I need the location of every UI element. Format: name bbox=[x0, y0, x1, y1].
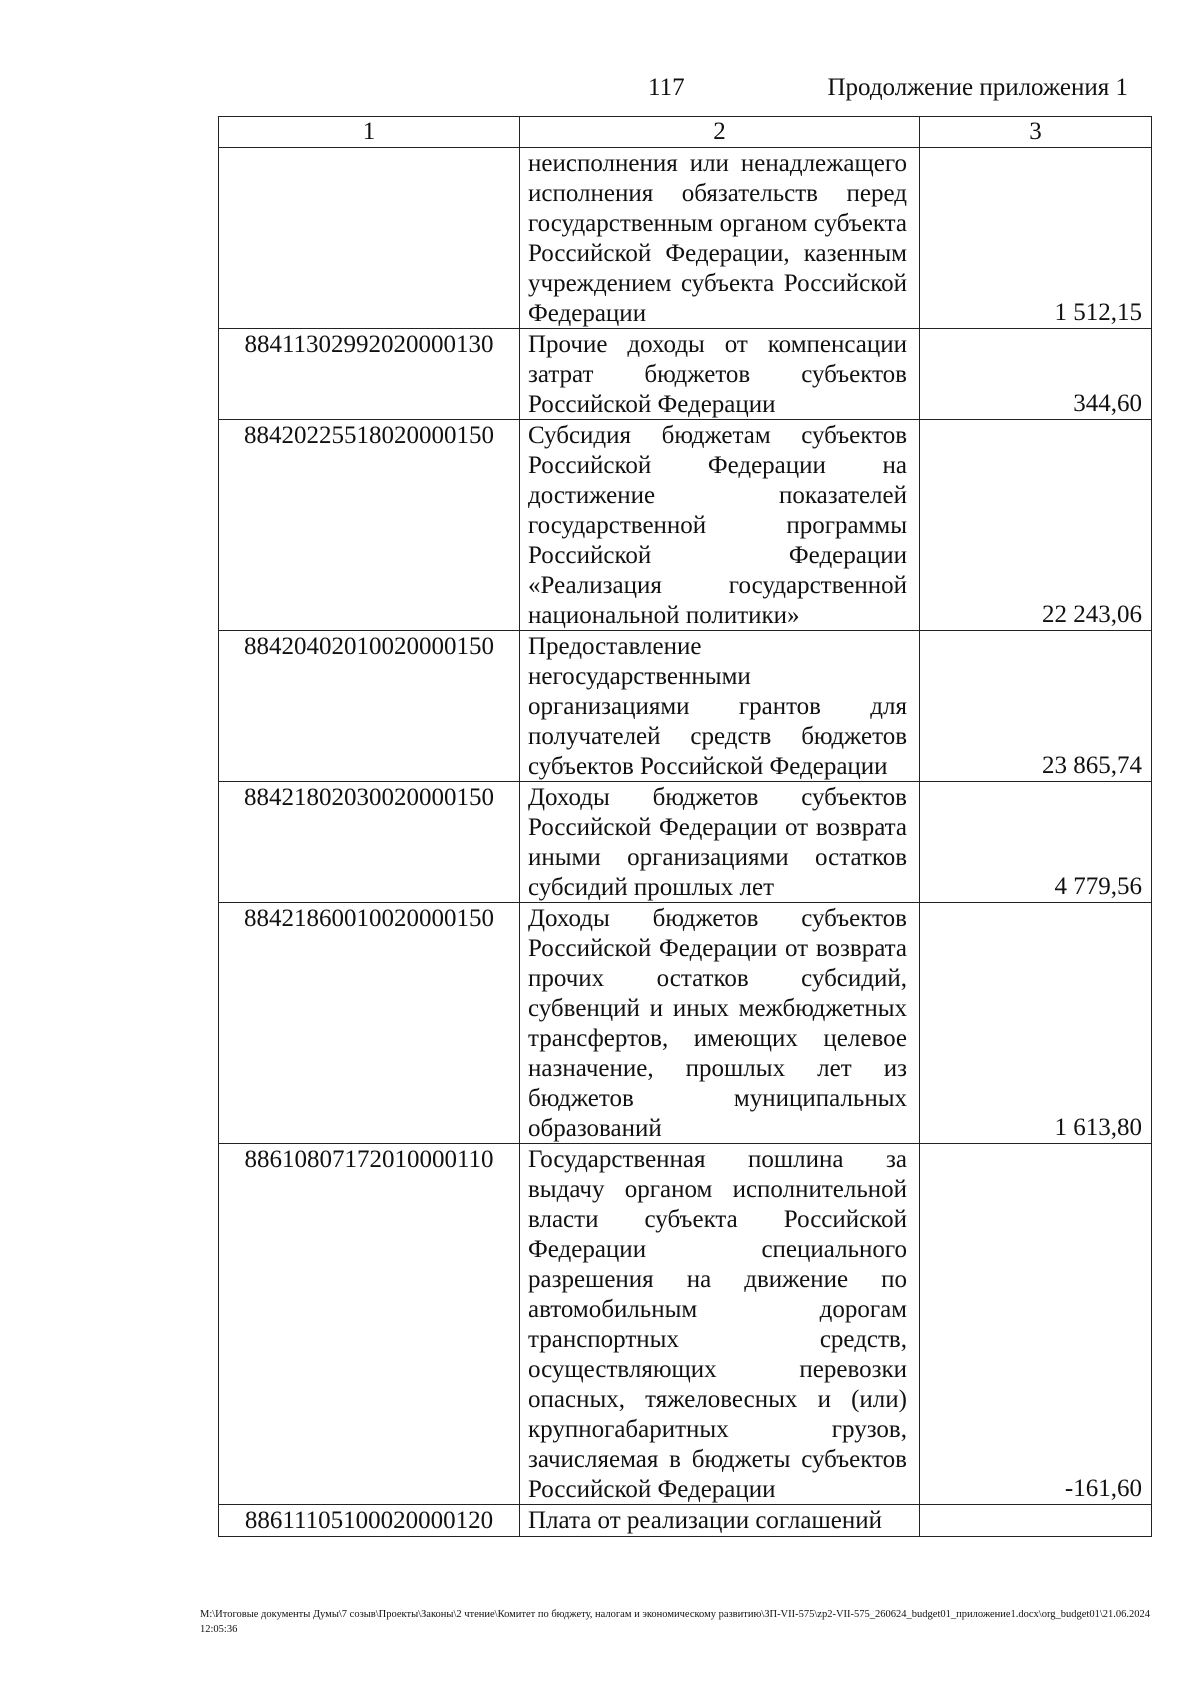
table-row bbox=[219, 148, 1152, 329]
revenue-name bbox=[520, 903, 920, 1144]
revenue-name bbox=[520, 1505, 920, 1537]
column-number-3: 3 bbox=[920, 117, 1152, 148]
revenue-name bbox=[520, 1144, 920, 1505]
table-row bbox=[219, 903, 1152, 1144]
column-number-row bbox=[219, 117, 1152, 148]
amount bbox=[920, 1505, 1152, 1537]
table-row bbox=[219, 782, 1152, 903]
budget-code: 88420402010020000150 bbox=[219, 631, 520, 782]
table-row bbox=[219, 1144, 1152, 1505]
revenue-name-text: Плата от реализации соглашений bbox=[528, 1507, 882, 1534]
budget-code: 88611105100020000120 bbox=[219, 1505, 520, 1537]
amount: -161,60 bbox=[920, 1144, 1152, 1505]
revenue-name bbox=[520, 148, 920, 329]
revenue-name bbox=[520, 782, 920, 903]
revenue-name-text: Субсидия бюджетам субъектов Российской Федерации на достижение показателей государственной программы Российской Федерации «Реализация государственной национальной политики» bbox=[528, 422, 907, 629]
budget-code bbox=[219, 148, 520, 329]
amount: 22 243,06 bbox=[920, 420, 1152, 631]
budget-table bbox=[218, 116, 1152, 1537]
revenue-name-text: Доходы бюджетов субъектов Российской Федерации от возврата прочих остатков субсидий, субвенций и иных межбюджетных трансфертов, имеющих целевое назначение, прошлых лет из бюджетов муниципальных образований bbox=[528, 905, 907, 1142]
budget-code: 88411302992020000130 bbox=[219, 329, 520, 420]
revenue-name bbox=[520, 329, 920, 420]
amount: 23 865,74 bbox=[920, 631, 1152, 782]
revenue-name-text: Доходы бюджетов субъектов Российской Федерации от возврата иными организациями остатков субсидий прошлых лет bbox=[528, 784, 907, 901]
table-row bbox=[219, 329, 1152, 420]
column-number-1: 1 bbox=[219, 117, 520, 148]
budget-code: 88420225518020000150 bbox=[219, 420, 520, 631]
table-row bbox=[219, 1505, 1152, 1537]
revenue-name-text: Государственная пошлина за выдачу органом исполнительной власти субъекта Российской Федерации специального разрешения на движение по автомобильным дорогам транспортных средств, осуществляющих перевозки опасных, тяжеловесных и (или) крупногабаритных грузов, зачисляемая в бюджеты субъектов Российской Федерации bbox=[528, 1146, 907, 1503]
revenue-name bbox=[520, 420, 920, 631]
amount: 4 779,56 bbox=[920, 782, 1152, 903]
revenue-name-text: Предоставление негосударственными организациями грантов для получателей средств бюджетов субъектов Российской Федерации bbox=[528, 633, 907, 780]
budget-code: 88610807172010000110 bbox=[219, 1144, 520, 1505]
revenue-name-text: Прочие доходы от компенсации затрат бюджетов субъектов Российской Федерации bbox=[528, 331, 907, 418]
amount: 344,60 bbox=[920, 329, 1152, 420]
continuation-label: Продолжение приложения 1 bbox=[827, 74, 1128, 101]
budget-code: 88421802030020000150 bbox=[219, 782, 520, 903]
page-number: 117 bbox=[648, 74, 685, 101]
file-path-footer: М:\Итоговые документы Думы\7 созыв\Проекты\Законы\2 чтение\Комитет по бюджету, налогам и экономическому развитию\ЗП-VII-575\zp2-VII-575_260624_budget01_приложение1.docx\org_budget01\21.06.2024 12:05:36 bbox=[200, 1609, 1151, 1635]
budget-code: 88421860010020000150 bbox=[219, 903, 520, 1144]
revenue-name bbox=[520, 631, 920, 782]
table-row bbox=[219, 420, 1152, 631]
revenue-name-text: неисполнения или ненадлежащего исполнения обязательств перед государственным органом субъекта Российской Федерации, казенным учреждением субъекта Российской Федерации bbox=[528, 150, 907, 327]
amount: 1 512,15 bbox=[920, 148, 1152, 329]
table-row bbox=[219, 631, 1152, 782]
column-number-2: 2 bbox=[520, 117, 920, 148]
amount: 1 613,80 bbox=[920, 903, 1152, 1144]
